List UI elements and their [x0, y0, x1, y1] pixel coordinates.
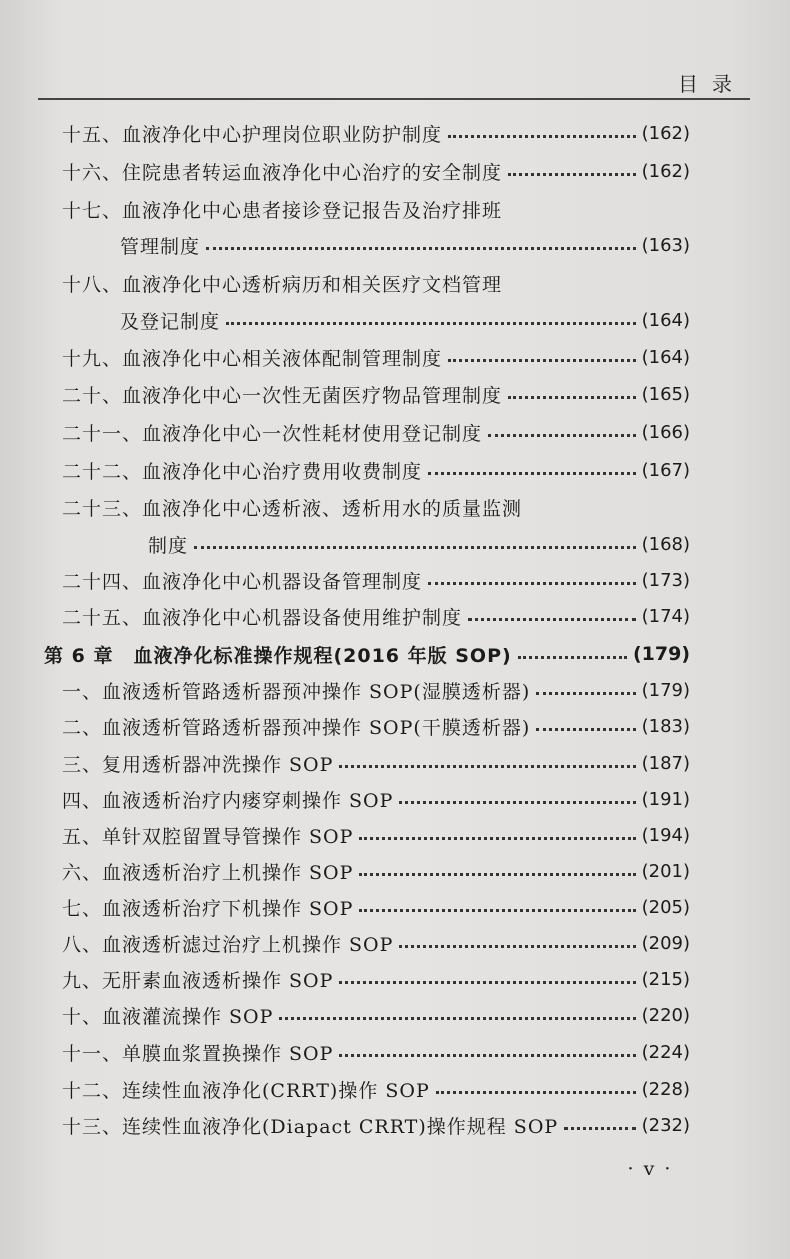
toc-entry-23 [62, 490, 690, 524]
toc-entry-title: 十七、血液净化中心患者接诊登记报告及治疗排班 [62, 199, 503, 222]
toc-entry-title: 二十一、血液净化中心一次性耗材使用登记制度 [62, 422, 483, 445]
toc-entry-sop-4 [62, 782, 690, 816]
leader-dots [428, 472, 636, 475]
leader-dots [468, 618, 636, 621]
toc-entry-page: (179) [641, 679, 690, 701]
leader-dots [279, 1017, 635, 1020]
toc-entry-22 [62, 453, 690, 487]
toc-entry-title: 四、血液透析治疗内瘘穿刺操作 SOP [62, 789, 394, 812]
toc-entry-page: (209) [641, 932, 690, 954]
toc-entry-page: (183) [641, 715, 690, 737]
toc-entry-page: (228) [641, 1078, 690, 1100]
toc-chapter-title: 第 6 章 血液净化标准操作规程(2016 年版 SOP) [44, 644, 512, 667]
toc-entry-sop-12 [62, 1072, 690, 1106]
leader-dots [359, 909, 635, 912]
toc-entry-title: 一、血液透析管路透析器预冲操作 SOP(湿膜透析器) [62, 680, 531, 703]
toc-entry-title: 九、无肝素血液透析操作 SOP [62, 969, 334, 992]
toc-entry-title: 十二、连续性血液净化(CRRT)操作 SOP [62, 1079, 430, 1102]
toc-entry-page: (168) [641, 533, 690, 555]
toc-entry-title: 六、血液透析治疗上机操作 SOP [62, 861, 354, 884]
toc-entry-page: (167) [641, 459, 690, 481]
leader-dots [339, 981, 635, 984]
toc-entry-sop-2 [62, 709, 690, 743]
toc-entry-title: 十八、血液净化中心透析病历和相关医疗文档管理 [62, 273, 503, 296]
leader-dots [359, 873, 635, 876]
toc-entry-23-cont [148, 527, 690, 561]
toc-entry-15 [62, 116, 690, 150]
toc-entry-page: (164) [641, 309, 690, 331]
toc-entry-page: (191) [641, 788, 690, 810]
leader-dots [518, 656, 627, 659]
toc-entry-sop-10 [62, 998, 690, 1032]
toc-entry-title: 十三、连续性血液净化(Diapact CRRT)操作规程 SOP [62, 1115, 559, 1138]
toc-entry-sop-6 [62, 854, 690, 888]
toc-entry-page: (179) [632, 643, 690, 665]
leader-dots [564, 1127, 635, 1130]
toc-entry-17-cont [120, 228, 690, 262]
toc-entry-21 [62, 415, 690, 449]
toc-entry-17 [62, 192, 690, 226]
toc-entry-page: (166) [641, 421, 690, 443]
leader-dots [194, 546, 636, 549]
toc-entry-title: 十九、血液净化中心相关液体配制管理制度 [62, 347, 443, 370]
toc-entry-page: (173) [641, 569, 690, 591]
toc-entry-title: 二十二、血液净化中心治疗费用收费制度 [62, 460, 423, 483]
toc-entry-page: (232) [641, 1114, 690, 1136]
leader-dots [359, 837, 635, 840]
toc-entry-title: 十、血液灌流操作 SOP [62, 1005, 274, 1028]
leader-dots [448, 135, 636, 138]
leader-dots [206, 247, 636, 250]
toc-entry-16 [62, 154, 690, 188]
toc-entry-sop-1 [62, 673, 690, 707]
toc-entry-title: 制度 [148, 534, 189, 557]
toc-entry-page: (162) [641, 160, 690, 182]
toc-entry-title: 十一、单膜血浆置换操作 SOP [62, 1042, 334, 1065]
page-number: · v · [627, 1158, 673, 1180]
toc-entry-title: 八、血液透析滤过治疗上机操作 SOP [62, 933, 394, 956]
header-title: 目录 [678, 72, 746, 96]
toc-entry-title: 及登记制度 [120, 310, 221, 333]
leader-dots [536, 692, 635, 695]
toc-entry-page: (174) [641, 605, 690, 627]
leader-dots [339, 765, 635, 768]
leader-dots [508, 396, 636, 399]
toc-entry-24 [62, 563, 690, 597]
toc-entry-18-cont [120, 303, 690, 337]
toc-entry-20 [62, 377, 690, 411]
toc-entry-title: 二、血液透析管路透析器预冲操作 SOP(干膜透析器) [62, 716, 531, 739]
toc-entry-25 [62, 599, 690, 633]
toc-entry-sop-8 [62, 926, 690, 960]
toc-entry-page: (162) [641, 122, 690, 144]
toc-entry-sop-13 [62, 1108, 690, 1142]
toc-entry-page: (163) [641, 234, 690, 256]
toc-entry-title: 二十四、血液净化中心机器设备管理制度 [62, 570, 423, 593]
toc-entry-sop-7 [62, 890, 690, 924]
toc-entry-sop-5 [62, 818, 690, 852]
toc-entry-page: (201) [641, 860, 690, 882]
toc-entry-title: 五、单针双腔留置导管操作 SOP [62, 825, 354, 848]
toc-entry-page: (194) [641, 824, 690, 846]
toc-entry-sop-11 [62, 1035, 690, 1069]
toc-entry-title: 七、血液透析治疗下机操作 SOP [62, 897, 354, 920]
toc-entry-page: (165) [641, 383, 690, 405]
leader-dots [488, 434, 636, 437]
leader-dots [428, 582, 636, 585]
leader-dots [339, 1054, 635, 1057]
leader-dots [536, 728, 635, 731]
toc-entry-title: 十五、血液净化中心护理岗位职业防护制度 [62, 123, 443, 146]
leader-dots [436, 1091, 636, 1094]
toc-entry-page: (215) [641, 968, 690, 990]
toc-entry-title: 三、复用透析器冲洗操作 SOP [62, 753, 334, 776]
toc-chapter-6 [44, 637, 690, 671]
toc-entry-title: 二十三、血液净化中心透析液、透析用水的质量监测 [62, 497, 523, 520]
toc-entry-page: (164) [641, 346, 690, 368]
toc-entry-title: 二十、血液净化中心一次性无菌医疗物品管理制度 [62, 384, 503, 407]
leader-dots [399, 801, 635, 804]
toc-entry-title: 管理制度 [120, 235, 201, 258]
toc-entry-page: (224) [641, 1041, 690, 1063]
toc-entry-sop-3 [62, 746, 690, 780]
toc-entry-title: 二十五、血液净化中心机器设备使用维护制度 [62, 606, 463, 629]
leader-dots [399, 945, 635, 948]
leader-dots [448, 359, 636, 362]
toc-entry-page: (187) [641, 752, 690, 774]
toc-entry-19 [62, 340, 690, 374]
toc-entry-18 [62, 266, 690, 300]
toc-entry-page: (205) [641, 896, 690, 918]
leader-dots [508, 173, 636, 176]
toc-entry-page: (220) [641, 1004, 690, 1026]
leader-dots [226, 322, 636, 325]
toc-entry-title: 十六、住院患者转运血液净化中心治疗的安全制度 [62, 161, 503, 184]
toc-entry-sop-9 [62, 962, 690, 996]
